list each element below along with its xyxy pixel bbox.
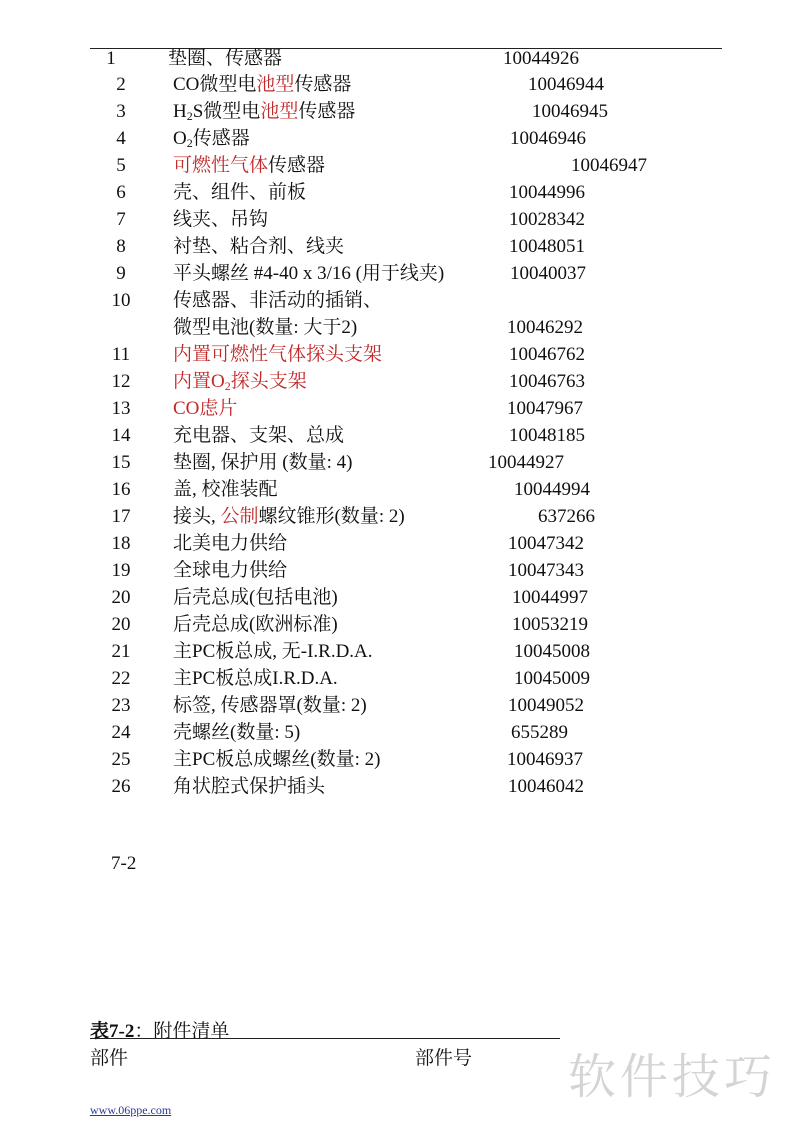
part-description	[173, 638, 373, 665]
table-row	[0, 530, 800, 557]
site-link[interactable]: www.06ppe.com	[90, 1103, 172, 1117]
part-description	[173, 449, 352, 476]
description-segment: 微型电池(数量: 大于2)	[173, 317, 358, 338]
part-description	[173, 773, 325, 800]
description-segment: 北美电力供给	[173, 533, 288, 554]
item-number: 23	[111, 695, 131, 716]
item-number: 17	[111, 506, 131, 527]
item-number: 5	[116, 155, 126, 176]
description-segment: 主PC板总成螺丝(数量: 2)	[173, 749, 381, 770]
part-number: 10040037	[510, 263, 586, 284]
part-number: 10044997	[512, 587, 588, 608]
part-description	[173, 233, 344, 260]
table-row	[0, 152, 800, 179]
description-segment: 螺纹锥形(数量: 2)	[258, 506, 405, 527]
table-row	[0, 206, 800, 233]
part-number: 10049052	[508, 695, 584, 716]
table-title-text: ：附件清单	[134, 1021, 230, 1042]
item-number: 6	[116, 182, 126, 203]
part-description	[168, 47, 282, 71]
description-segment: 垫圈, 保护用 (数量: 4)	[173, 452, 353, 473]
description-segment: 池型	[260, 101, 299, 122]
description-segment: 角状腔式保护插头	[173, 776, 326, 797]
item-number: 20	[111, 614, 131, 635]
part-description	[173, 584, 338, 611]
part-description	[173, 503, 405, 530]
page-number: 7-2	[111, 853, 137, 874]
description-segment: 探头支架	[230, 371, 307, 392]
item-number: 24	[111, 722, 131, 743]
part-description	[173, 395, 237, 422]
table-row	[0, 287, 800, 314]
table-row	[0, 773, 800, 800]
table-row	[0, 638, 800, 665]
part-description	[173, 746, 380, 773]
description-segment: 2	[224, 379, 231, 393]
item-number: 7	[116, 209, 126, 230]
table-row	[0, 719, 800, 746]
part-number: 10045009	[514, 668, 590, 689]
part-description	[173, 206, 268, 233]
description-segment: 传感器	[268, 155, 326, 176]
item-number: 10	[111, 290, 131, 311]
item-number: 2	[116, 74, 126, 95]
table-row	[0, 260, 800, 287]
description-segment: 主PC板总成I.R.D.A.	[173, 668, 338, 689]
description-segment: 全球电力供给	[173, 560, 288, 581]
table-row	[0, 665, 800, 692]
description-segment: 接头,	[173, 506, 221, 527]
part-description	[173, 71, 351, 98]
description-segment: 线夹、吊钩	[173, 209, 269, 230]
part-description	[173, 557, 287, 584]
description-segment: 内置可燃性气体探头支架	[173, 344, 383, 365]
part-number: 10047343	[508, 560, 584, 581]
table-row	[0, 503, 800, 530]
table-row	[0, 557, 800, 584]
part-description	[173, 719, 300, 746]
part-number: 10046763	[509, 371, 585, 392]
description-segment: O	[173, 128, 187, 149]
part-description	[173, 98, 355, 125]
description-segment: 壳、组件、前板	[173, 182, 307, 203]
description-segment: 后壳总成(包括电池)	[173, 587, 338, 608]
description-segment: 公制	[220, 506, 259, 527]
item-number: 22	[111, 668, 131, 689]
part-number: 637266	[538, 506, 595, 527]
description-segment: 标签, 传感器罩(数量: 2)	[173, 695, 367, 716]
description-segment: CO微型电	[173, 74, 257, 95]
item-number: 15	[111, 452, 131, 473]
item-number: 26	[111, 776, 131, 797]
item-number: 9	[116, 263, 126, 284]
part-number: 10048185	[509, 425, 585, 446]
part-description	[173, 368, 307, 395]
table-row	[0, 179, 800, 206]
part-description	[173, 476, 278, 503]
part-number: 10046947	[571, 155, 647, 176]
item-number: 3	[116, 101, 126, 122]
part-number: 10044996	[509, 182, 585, 203]
part-description	[173, 422, 344, 449]
table-row	[0, 584, 800, 611]
description-segment: 可燃性气体	[173, 155, 269, 176]
description-segment: 盖, 校准装配	[173, 479, 278, 500]
part-number: 10046762	[509, 344, 585, 365]
part-description	[173, 260, 444, 287]
item-number: 13	[111, 398, 131, 419]
part-number: 10048051	[509, 236, 585, 257]
table-row	[0, 233, 800, 260]
description-segment: 内置O	[173, 371, 225, 392]
title-underline	[90, 1038, 560, 1039]
item-number: 18	[111, 533, 131, 554]
part-description	[173, 341, 382, 368]
description-segment: 传感器	[294, 74, 352, 95]
item-number: 20	[111, 587, 131, 608]
item-number: 21	[111, 641, 131, 662]
description-segment: 2	[186, 109, 193, 123]
item-number: 1	[106, 48, 116, 69]
part-description	[173, 530, 287, 557]
description-segment: 平头螺丝 #4-40 x 3/16 (用于线夹)	[173, 263, 445, 284]
item-number: 11	[111, 344, 131, 365]
description-segment: 主PC板总成, 无-I.R.D.A.	[173, 641, 373, 662]
item-number: 14	[111, 425, 131, 446]
table-row	[0, 449, 800, 476]
table-row	[0, 476, 800, 503]
part-description	[173, 692, 367, 719]
description-segment: 充电器、支架、总成	[173, 425, 345, 446]
description-segment: 传感器	[192, 128, 250, 149]
part-number: 10046292	[507, 317, 583, 338]
item-number: 16	[111, 479, 131, 500]
part-number: 10046945	[532, 101, 608, 122]
part-number: 10044926	[503, 48, 579, 69]
description-segment: 后壳总成(欧洲标准)	[173, 614, 338, 635]
item-number: 25	[111, 749, 131, 770]
part-number: 10045008	[514, 641, 590, 662]
table-row	[0, 98, 800, 125]
description-segment: H	[173, 101, 187, 122]
table-row	[0, 692, 800, 719]
item-number: 12	[111, 371, 131, 392]
table-row	[0, 746, 800, 773]
description-segment: 传感器、非活动的插销、	[173, 290, 383, 311]
description-segment: 垫圈、传感器	[168, 48, 283, 69]
item-number: 4	[116, 128, 126, 149]
part-description	[173, 125, 250, 152]
description-segment: 池型	[256, 74, 295, 95]
part-number: 10047342	[508, 533, 584, 554]
column-header-part: 部件	[90, 1048, 129, 1069]
part-number: 10046944	[528, 74, 604, 95]
part-number: 10053219	[512, 614, 588, 635]
table-row	[0, 341, 800, 368]
part-description	[173, 314, 357, 341]
part-description	[173, 287, 382, 314]
part-number: 10044994	[514, 479, 590, 500]
part-number: 655289	[511, 722, 568, 743]
watermark: 软件技巧	[568, 1049, 777, 1105]
column-header-part-number: 部件号	[415, 1048, 473, 1069]
part-description	[173, 179, 306, 206]
table-title-label: 表7-2	[90, 1021, 135, 1042]
table-row	[0, 395, 800, 422]
description-segment: 衬垫、粘合剂、线夹	[173, 236, 345, 257]
table-row	[0, 611, 800, 638]
part-number: 10046946	[510, 128, 586, 149]
part-number: 10028342	[509, 209, 585, 230]
table-row	[0, 422, 800, 449]
part-number: 10047967	[507, 398, 583, 419]
table-row	[0, 314, 800, 341]
part-number: 10044927	[488, 452, 564, 473]
part-number: 10046937	[507, 749, 583, 770]
part-description	[173, 665, 338, 692]
description-segment: 传感器	[298, 101, 356, 122]
table-row	[0, 47, 800, 71]
part-description	[173, 611, 338, 638]
table-row	[0, 368, 800, 395]
table-row	[0, 71, 800, 98]
description-segment: 2	[186, 136, 193, 150]
parts-list	[0, 47, 800, 800]
description-segment: S微型电	[192, 101, 261, 122]
item-number: 19	[111, 560, 131, 581]
item-number: 8	[116, 236, 126, 257]
part-number: 10046042	[508, 776, 584, 797]
description-segment: CO虑片	[173, 398, 238, 419]
part-description	[173, 152, 325, 179]
table-row	[0, 125, 800, 152]
description-segment: 壳螺丝(数量: 5)	[173, 722, 301, 743]
